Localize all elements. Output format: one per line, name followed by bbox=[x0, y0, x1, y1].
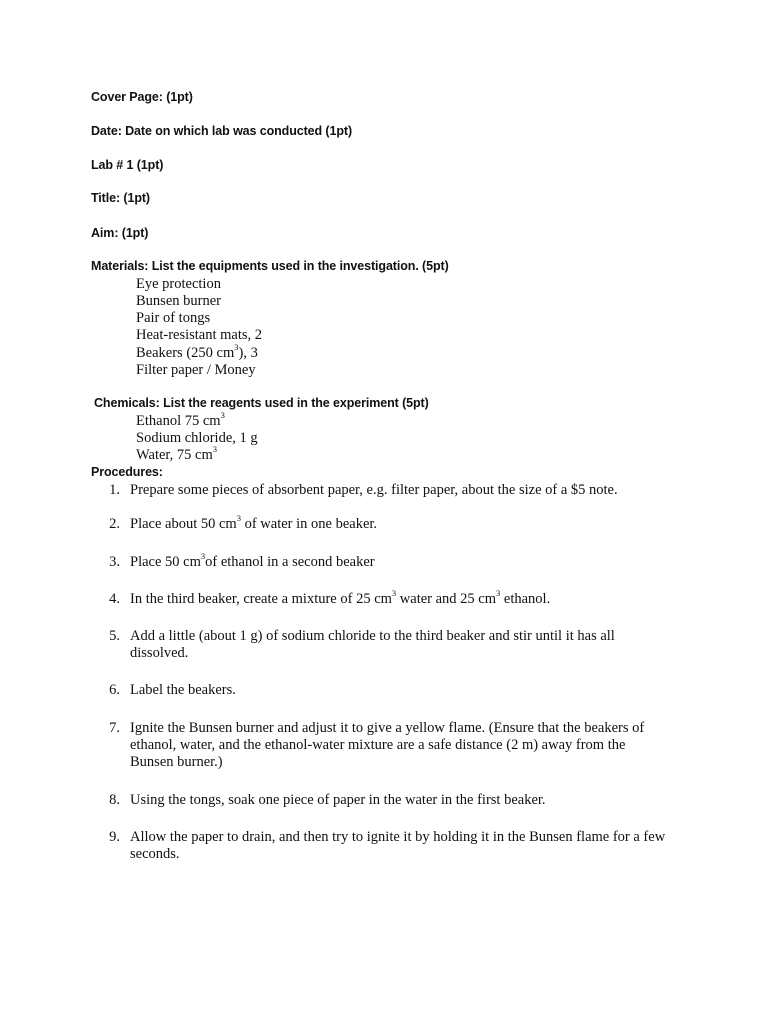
step-text-part: Place about 50 cm bbox=[130, 516, 237, 532]
beakers-text: Beakers (250 cm bbox=[136, 345, 235, 361]
step-text: Allow the paper to drain, and then try to ignite it by holding it in the Bunsen flame for a few seconds. bbox=[130, 829, 666, 862]
step-text-part: ethanol. bbox=[500, 591, 551, 607]
step-text bbox=[130, 551, 675, 571]
step-number: 1. bbox=[109, 482, 120, 498]
step-number: 7. bbox=[109, 720, 120, 736]
step-text-part: water and 25 cm bbox=[396, 591, 497, 607]
title-line: Title: (1pt) bbox=[91, 191, 150, 205]
beakers-suffix: ), 3 bbox=[238, 345, 258, 361]
step-text: Prepare some pieces of absorbent paper, e.g. filter paper, about the size of a $5 note. bbox=[130, 482, 618, 498]
step-number: 6. bbox=[109, 682, 120, 698]
superscript: 3 bbox=[234, 342, 239, 352]
step-text: Add a little (about 1 g) of sodium chloride to the third beaker and stir until it has all dissolved. bbox=[130, 628, 615, 661]
material-item: Filter paper / Money bbox=[136, 362, 256, 378]
material-item: Pair of tongs bbox=[136, 310, 211, 326]
superscript: 3 bbox=[220, 410, 225, 420]
chemicals-heading: Chemicals: List the reagents used in the experiment (5pt) bbox=[94, 396, 429, 410]
material-item: Eye protection bbox=[136, 276, 221, 292]
step-text: Label the beakers. bbox=[130, 682, 236, 698]
step-text-part: Place 50 cm bbox=[130, 554, 201, 570]
step-text-part: of ethanol in a second beaker bbox=[205, 554, 375, 570]
chemical-ethanol: Ethanol 75 cm bbox=[136, 413, 221, 429]
step-text bbox=[130, 513, 675, 533]
aim-line: Aim: (1pt) bbox=[91, 226, 149, 240]
step-number: 2. bbox=[109, 516, 120, 532]
material-item: Bunsen burner bbox=[136, 293, 221, 309]
step-number: 5. bbox=[109, 628, 120, 644]
procedures-heading: Procedures: bbox=[91, 465, 163, 479]
step-number: 3. bbox=[109, 554, 120, 570]
cover-page-line: Cover Page: (1pt) bbox=[91, 90, 193, 104]
chemical-water: Water, 75 cm bbox=[136, 447, 213, 463]
lab-number-line: Lab # 1 (1pt) bbox=[91, 158, 164, 172]
chemical-item bbox=[136, 444, 218, 464]
superscript: 3 bbox=[236, 513, 241, 523]
step-number: 9. bbox=[109, 829, 120, 845]
chemical-item bbox=[136, 410, 225, 430]
step-number: 8. bbox=[109, 792, 120, 808]
step-text: Ignite the Bunsen burner and adjust it to give a yellow flame. (Ensure that the beakers of ethanol, water, and the ethanol-water mixture are a safe distance (2 m) away from the Bunsen burner.) bbox=[130, 720, 645, 770]
superscript: 3 bbox=[212, 444, 218, 454]
superscript: 3 bbox=[200, 551, 206, 561]
chemical-item: Sodium chloride, 1 g bbox=[136, 430, 258, 446]
step-text-part: In the third beaker, create a mixture of 25 cm bbox=[130, 591, 392, 607]
step-text-part: of water in one beaker. bbox=[240, 516, 378, 532]
superscript: 3 bbox=[391, 588, 397, 598]
date-line: Date: Date on which lab was conducted (1pt) bbox=[91, 124, 353, 138]
step-text: Using the tongs, soak one piece of paper in the water in the first beaker. bbox=[130, 792, 546, 808]
step-number: 4. bbox=[109, 591, 120, 607]
materials-heading: Materials: List the equipments used in the investigation. (5pt) bbox=[91, 259, 449, 273]
material-item bbox=[136, 342, 258, 362]
superscript: 3 bbox=[496, 588, 501, 598]
step-text bbox=[130, 588, 675, 608]
material-item: Heat-resistant mats, 2 bbox=[136, 327, 263, 343]
